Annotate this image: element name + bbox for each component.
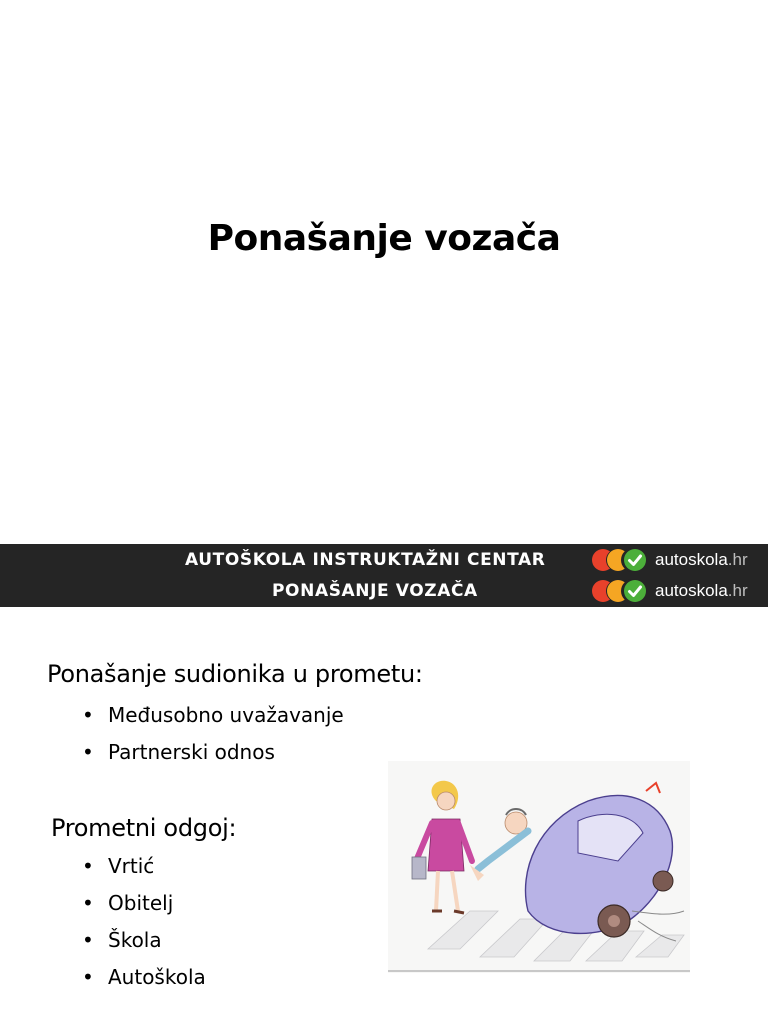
- autoskola-logo: [590, 547, 768, 573]
- banner-school-name: AUTOŠKOLA INSTRUKTAŽNI CENTAR: [185, 550, 546, 570]
- list-item: • Obitelj: [82, 885, 206, 922]
- slide-title: Ponašanje vozača: [207, 218, 561, 259]
- list-item: • Škola: [82, 922, 206, 959]
- logo-name: autoskola: [655, 550, 728, 569]
- heading-traffic-education: Prometni odgoj:: [51, 814, 237, 842]
- banner-row-1: [0, 544, 768, 575]
- banner-topic: PONAŠANJE VOZAČA: [272, 581, 478, 601]
- logo-wordmark: [655, 550, 748, 570]
- header-banner: [0, 544, 768, 607]
- heading-participant-behavior: Ponašanje sudionika u prometu:: [47, 660, 423, 688]
- banner-row-2: [0, 575, 768, 606]
- logo-wordmark: [655, 581, 748, 601]
- logo-name: autoskola: [655, 581, 728, 600]
- traffic-light-icon: [590, 578, 654, 604]
- content-slide: [0, 607, 768, 1024]
- traffic-light-icon: [590, 547, 654, 573]
- bullet-list-behavior: [82, 697, 344, 771]
- autoskola-logo: [590, 578, 768, 604]
- list-item: • Autoškola: [82, 959, 206, 996]
- bullet-list-education: [82, 848, 206, 996]
- crosswalk-illustration: [388, 761, 690, 973]
- list-item: • Vrtić: [82, 848, 206, 885]
- list-item: • Međusobno uvažavanje: [82, 697, 344, 734]
- logo-tld: .hr: [727, 550, 748, 569]
- list-item: • Partnerski odnos: [82, 734, 344, 771]
- logo-tld: .hr: [727, 581, 748, 600]
